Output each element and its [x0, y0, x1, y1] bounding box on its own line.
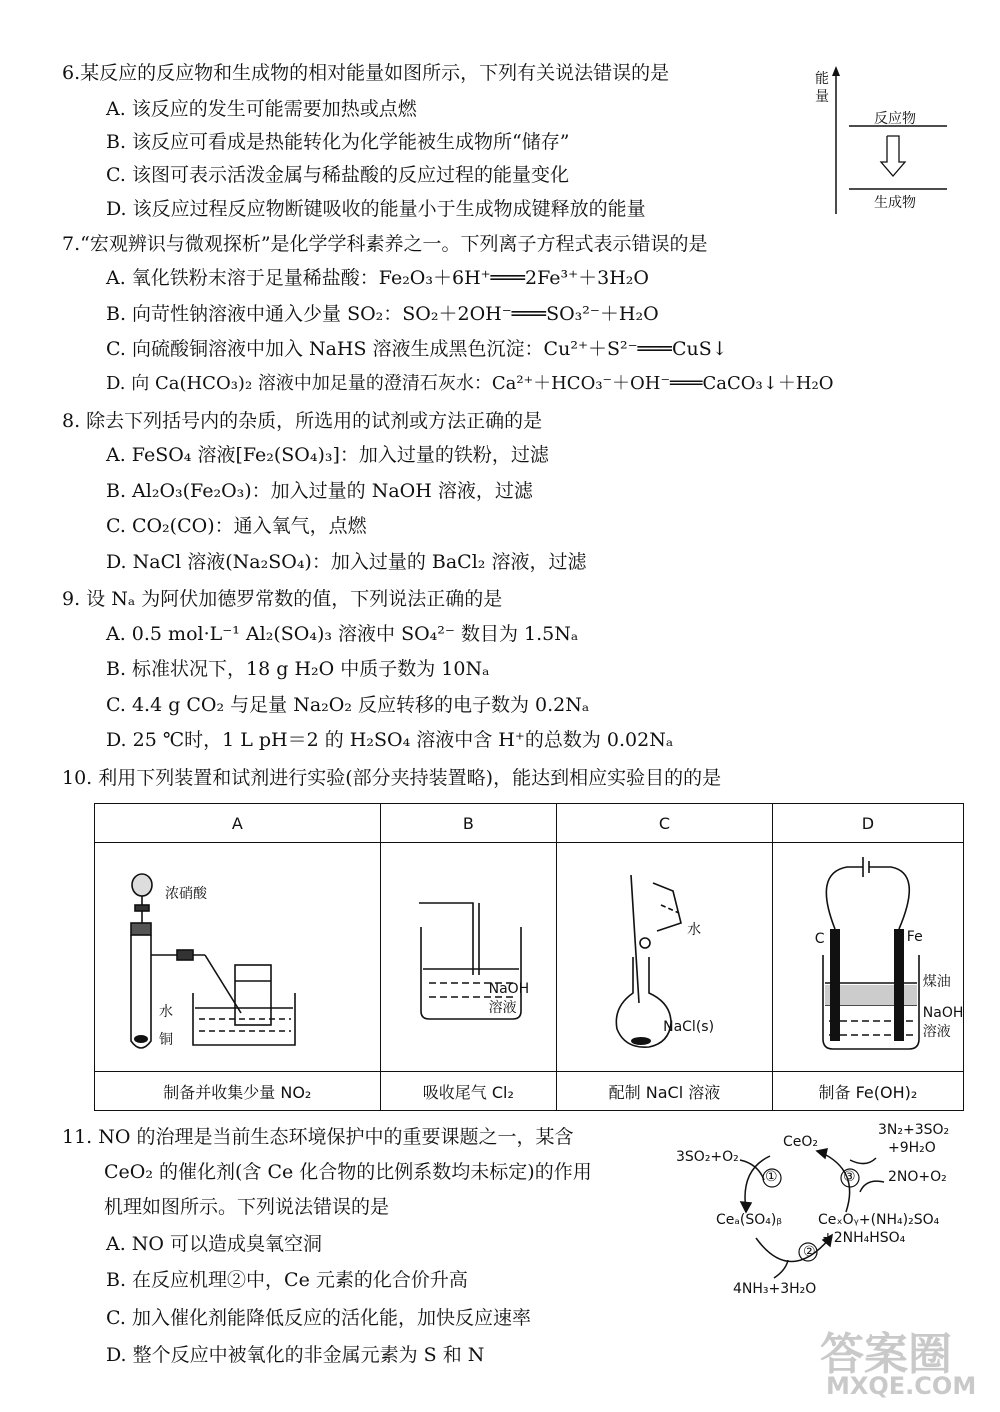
apparatus-c: [557, 843, 773, 1072]
column-header-d: D: [772, 804, 963, 843]
apparatus-d: [772, 843, 963, 1072]
label-solution-d: 溶液: [922, 1024, 951, 1040]
q7-option-b: B. 向苛性钠溶液中通入少量 SO₂：SO₂＋2OH⁻═══SO₃²⁻＋H₂O: [106, 303, 659, 325]
q6-option-c: C. 该图可表示活泼金属与稀盐酸的反应过程的能量变化: [106, 164, 569, 186]
watermark-text: MXQE.COM: [826, 1372, 977, 1400]
q10-stem: 10. 利用下列装置和试剂进行实验(部分夹持装置略)，能达到相应实验目的的是: [62, 767, 722, 789]
label-water-c: 水: [687, 922, 702, 938]
q11-stem-line-2: CeO₂ 的催化剂(含 Ce 化合物的比例系数均未标定)的作用: [104, 1161, 592, 1183]
q8-option-c: C. CO₂(CO)：通入氧气，点燃: [106, 515, 367, 537]
cycle-step-1: ①: [765, 1169, 778, 1185]
column-header-a: A: [95, 804, 381, 843]
purpose-b: 吸收尾气 Cl₂: [380, 1072, 557, 1111]
q7-option-a: A. 氧化铁粉末溶于足量稀盐酸：Fe₂O₃＋6H⁺═══2Fe³⁺＋3H₂O: [106, 267, 649, 289]
cycle-ceo2: CeO₂: [783, 1134, 819, 1150]
energy-axis-label: 能量: [815, 71, 829, 105]
down-arrow: [881, 136, 905, 176]
q11-stem-line-3: 机理如图所示。下列说法错误的是: [104, 1196, 390, 1218]
q6-option-d: D. 该反应过程反应物断键吸收的能量小于生成物成键释放的能量: [106, 198, 646, 220]
apparatus-c-drawing: [557, 843, 777, 1071]
label-copper: 铜: [159, 1032, 173, 1048]
label-nacl-solid: NaCl(s): [663, 1019, 715, 1035]
q11-option-c: C. 加入催化剂能降低反应的活化能，加快反应速率: [106, 1307, 531, 1329]
q8-stem: 8. 除去下列括号内的杂质，所选用的试剂或方法正确的是: [62, 410, 543, 432]
apparatus-b: [380, 843, 557, 1072]
cycle-input-1: 3SO₂+O₂: [676, 1149, 739, 1165]
cycle-input-3: 2NO+O₂: [888, 1169, 947, 1185]
experiment-table: [94, 803, 964, 1111]
q7-option-d: D. 向 Ca(HCO₃)₂ 溶液中加足量的澄清石灰水：Ca²⁺＋HCO₃⁻＋OH⁻═══CaCO₃↓＋H₂O: [106, 373, 834, 394]
cycle-ce-oxide-line-2: +2NH₄HSO₄: [822, 1230, 906, 1246]
q6-option-b: B. 该反应可看成是热能转化为化学能被生成物所“储存”: [106, 131, 570, 153]
cycle-output-3-line-2: +9H₂O: [888, 1140, 936, 1156]
purpose-d: 制备 Fe(OH)₂: [772, 1072, 963, 1111]
cycle-input-2: 4NH₃+3H₂O: [733, 1281, 817, 1297]
label-naoh-b: NaOH: [488, 981, 530, 997]
q6-option-a: A. 该反应的发生可能需要加热或点燃: [106, 98, 417, 120]
q9-option-d: D. 25 ℃时，1 L pH＝2 的 H₂SO₄ 溶液中含 H⁺的总数为 0.02Nₐ: [106, 729, 674, 751]
q8-option-b: B. Al₂O₃(Fe₂O₃)：加入过量的 NaOH 溶液，过滤: [106, 480, 533, 502]
q8-option-a: A. FeSO₄ 溶液[Fe₂(SO₄)₃]：加入过量的铁粉，过滤: [106, 444, 549, 466]
reactant-label: 反应物: [874, 111, 916, 127]
purpose-c: 配制 NaCl 溶液: [557, 1072, 773, 1111]
q11-option-a: A. NO 可以造成臭氧空洞: [106, 1233, 323, 1255]
column-header-b: B: [380, 804, 557, 843]
q11-stem-line-1: 11. NO 的治理是当前生态环境保护中的重要课题之一，某含: [62, 1126, 574, 1148]
q8-option-d: D. NaCl 溶液(Na₂SO₄)：加入过量的 BaCl₂ 溶液，过滤: [106, 551, 587, 573]
q11-option-b: B. 在反应机理②中，Ce 元素的化合价升高: [106, 1269, 468, 1291]
q11-option-d: D. 整个反应中被氧化的非金属元素为 S 和 N: [106, 1344, 485, 1366]
cycle-step-3: ③: [843, 1169, 856, 1185]
cycle-ce-sulfate: Ceₐ(SO₄)ᵦ: [716, 1212, 782, 1228]
apparatus-d-drawing: [773, 843, 991, 1071]
q9-option-c: C. 4.4 g CO₂ 与足量 Na₂O₂ 反应转移的电子数为 0.2Nₐ: [106, 694, 590, 716]
product-label: 生成物: [874, 195, 916, 211]
label-carbon-electrode: C: [814, 931, 825, 947]
cycle-ce-oxide-line-1: CeₓOᵧ+(NH₄)₂SO₄: [818, 1212, 940, 1228]
cycle-output-3-line-1: 3N₂+3SO₂: [878, 1122, 950, 1138]
q7-option-c: C. 向硫酸铜溶液中加入 NaHS 溶液生成黑色沉淀：Cu²⁺＋S²⁻═══CuS↓: [106, 338, 728, 360]
purpose-a: 制备并收集少量 NO₂: [95, 1072, 381, 1111]
apparatus-a-drawing: [95, 843, 311, 1071]
cycle-step-2: ②: [803, 1244, 816, 1260]
column-header-c: C: [557, 804, 773, 843]
q7-stem: 7.“宏观辨识与微观探析”是化学学科素养之一。下列离子方程式表示错误的是: [62, 233, 708, 255]
label-iron-electrode: Fe: [906, 929, 923, 945]
watermark-logo: 答案圈: [820, 1329, 952, 1380]
apparatus-a: [95, 843, 381, 1072]
label-kerosene: 煤油: [922, 974, 951, 990]
q9-option-a: A. 0.5 mol·L⁻¹ Al₂(SO₄)₃ 溶液中 SO₄²⁻ 数目为 1.5Nₐ: [106, 623, 579, 645]
label-solution-b: 溶液: [488, 1000, 517, 1016]
q9-stem: 9. 设 Nₐ 为阿伏加德罗常数的值，下列说法正确的是: [62, 588, 503, 610]
label-conc-nitric-acid: 浓硝酸: [165, 886, 207, 902]
label-water-a: 水: [159, 1004, 173, 1020]
q6-stem: 6.某反应的反应物和生成物的相对能量如图所示，下列有关说法错误的是: [62, 62, 670, 84]
q9-option-b: B. 标准状况下，18 g H₂O 中质子数为 10Nₐ: [106, 658, 490, 680]
label-naoh-d: NaOH: [922, 1005, 964, 1021]
